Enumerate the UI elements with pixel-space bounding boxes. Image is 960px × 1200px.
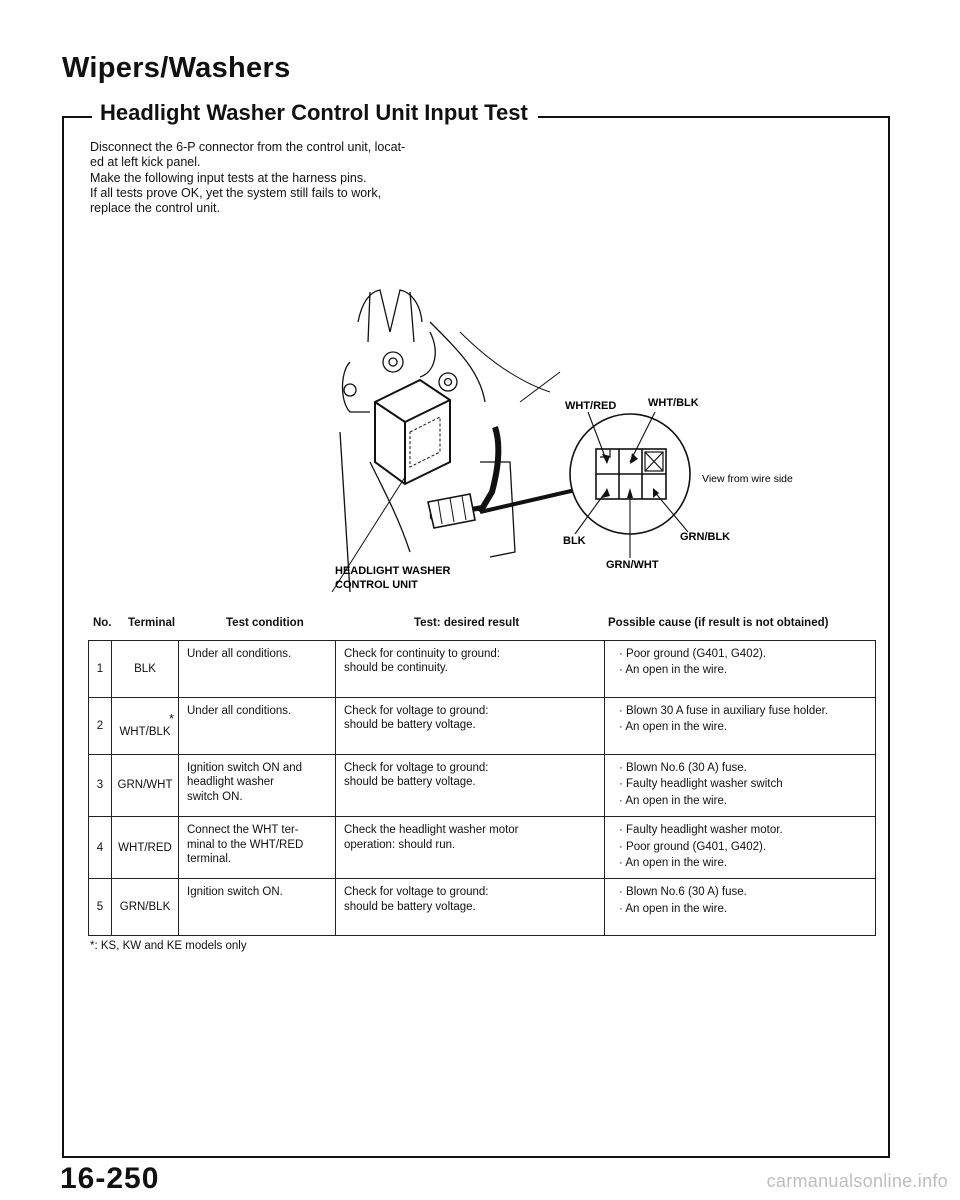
wire-label-wht-blk: WHT/BLK bbox=[648, 397, 699, 409]
row-number: 2 bbox=[89, 698, 112, 755]
test-condition: Under all conditions. bbox=[179, 641, 336, 698]
cause-item: · An open in the wire. bbox=[619, 856, 728, 869]
test-title: Headlight Washer Control Unit Input Test bbox=[96, 100, 532, 126]
terminal-name: GRN/WHT bbox=[117, 779, 173, 792]
section-title: Wipers/Washers bbox=[62, 52, 291, 84]
table-row bbox=[89, 755, 876, 817]
cause-item: · Blown No.6 (30 A) fuse. bbox=[619, 886, 747, 899]
terminal-name: BLK bbox=[134, 662, 156, 675]
terminal-name: GRN/BLK bbox=[119, 901, 171, 914]
desired-result: Check for voltage to ground: should be battery voltage. bbox=[336, 755, 605, 817]
cause-item: · An open in the wire. bbox=[619, 794, 728, 807]
input-test-table bbox=[88, 640, 876, 936]
header-condition: Test condition bbox=[226, 617, 304, 629]
possible-causes bbox=[605, 641, 876, 698]
connector-diagram bbox=[310, 262, 830, 592]
terminal-cell bbox=[112, 879, 179, 936]
harness-connector bbox=[428, 494, 475, 528]
table-row bbox=[89, 817, 876, 879]
test-condition: Under all conditions. bbox=[179, 698, 336, 755]
test-condition: Connect the WHT ter- minal to the WHT/RED terminal. bbox=[179, 817, 336, 879]
terminal-cell bbox=[112, 755, 179, 817]
cause-item: · An open in the wire. bbox=[619, 664, 728, 677]
terminal-name: WHT/RED bbox=[118, 841, 172, 854]
header-cause: Possible cause (if result is not obtained) bbox=[608, 617, 829, 629]
desired-result: Check the headlight washer motor operation: should run. bbox=[336, 817, 605, 879]
frame-top-border-left bbox=[62, 116, 92, 118]
test-condition: Ignition switch ON. bbox=[179, 879, 336, 936]
possible-causes bbox=[605, 755, 876, 817]
watermark: carmanualsonline.info bbox=[766, 1171, 948, 1191]
intro-instructions: Disconnect the 6-P connector from the control unit, locat- ed at left kick panel. Make the following input tests at the harness pins. If all tests prove OK, yet the system still fails to work, replace the control unit. bbox=[90, 140, 406, 215]
unit-label-line1: HEADLIGHT WASHER bbox=[335, 565, 451, 577]
cause-item: · Blown 30 A fuse in auxiliary fuse holder. bbox=[619, 705, 829, 717]
row-number: 5 bbox=[89, 879, 112, 936]
desired-result: Check for continuity to ground: should be continuity. bbox=[336, 641, 605, 698]
cause-item: · Blown No.6 (30 A) fuse. bbox=[619, 762, 747, 774]
table-row bbox=[89, 879, 876, 936]
possible-causes bbox=[605, 817, 876, 879]
desired-result: Check for voltage to ground: should be battery voltage. bbox=[336, 698, 605, 755]
cause-item: · Faulty headlight washer motor. bbox=[619, 824, 783, 837]
terminal-name: WHT/BLK bbox=[119, 725, 171, 738]
row-number: 1 bbox=[89, 641, 112, 698]
header-terminal: Terminal bbox=[128, 617, 176, 629]
view-note: View from wire side bbox=[702, 473, 793, 485]
possible-causes bbox=[605, 698, 876, 755]
table-row bbox=[89, 641, 876, 698]
wire-label-wht-red: WHT/RED bbox=[565, 400, 617, 412]
possible-causes bbox=[605, 879, 876, 936]
cause-item: · Poor ground (G401, G402). bbox=[619, 840, 767, 853]
control-unit-box bbox=[375, 380, 450, 484]
cause-item: · An open in the wire. bbox=[619, 902, 728, 915]
row-number: 4 bbox=[89, 817, 112, 879]
header-no: No. bbox=[93, 617, 112, 629]
test-condition: Ignition switch ON and headlight washer switch ON. bbox=[179, 755, 336, 817]
wire-label-blk: BLK bbox=[563, 535, 586, 547]
table-row bbox=[89, 698, 876, 755]
model-note-mark: * bbox=[168, 710, 174, 726]
terminal-cell bbox=[112, 641, 179, 698]
page-number: 16-250 bbox=[60, 1162, 160, 1195]
unit-label-line2: CONTROL UNIT bbox=[335, 579, 418, 591]
wire-label-grn-wht: GRN/WHT bbox=[606, 559, 659, 571]
terminal-cell bbox=[112, 817, 179, 879]
cause-item: · Poor ground (G401, G402). bbox=[619, 648, 767, 660]
desired-result: Check for voltage to ground: should be battery voltage. bbox=[336, 879, 605, 936]
terminal-cell bbox=[112, 698, 179, 755]
header-result: Test: desired result bbox=[414, 617, 520, 629]
footnote: *: KS, KW and KE models only bbox=[90, 940, 247, 952]
cause-item: · Faulty headlight washer switch bbox=[619, 778, 783, 791]
cause-item: · An open in the wire. bbox=[619, 721, 728, 734]
row-number: 3 bbox=[89, 755, 112, 817]
wire-label-grn-blk: GRN/BLK bbox=[680, 531, 731, 543]
frame-top-border-right bbox=[538, 116, 890, 118]
